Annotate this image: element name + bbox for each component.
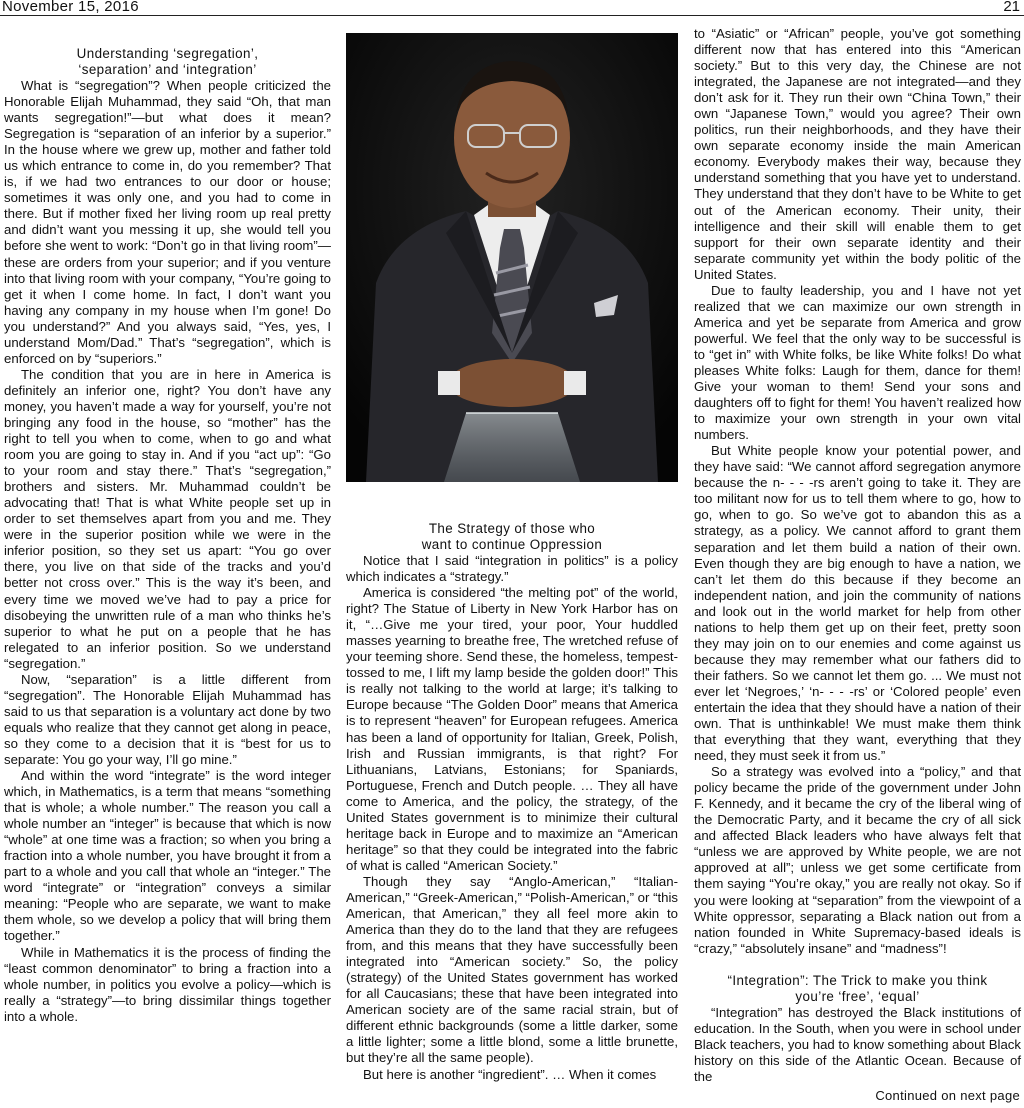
paragraph: While in Mathematics it is the process of finding the “least common denominator” to bring a fraction into a whole number, in politics you evolve a policy—which is really a “strategy”—to bring dissimilar things together into a whole.	[4, 944, 331, 1024]
section-heading-understanding: Understanding ‘segregation’, ‘separation’ and ‘integration’	[76, 46, 259, 77]
paragraph: “Integration” has destroyed the Black institutions of education. In the South, when you were in school under Black teachers, you had to know something about Black history on this side of the Atlantic Ocean. Because of the	[694, 1004, 1021, 1084]
speaker-portrait-illustration	[346, 33, 678, 482]
paragraph: to “Asiatic” or “African” people, you’ve got something different now that has entered into this “American society.” But to this very day, the Chinese are not integrated, the Japanese are not integrated—and they don’t ask for it. They run their own “China Town,” their own “Japanese Town,” would you agree? Their own politics, run their neighborhoods, and they have their own separate economy inside the main American economy. Everybody makes their way, because they understand something that you have yet to understand. They understand that they don’t have to be White to get out of the American economy. Their unity, their intelligence and their skill will enable them to get support for their own separate identity and their separate community yet within the body politic of the United States.	[694, 26, 1021, 282]
paragraph: What is “segregation”? When people criticized the Honorable Elijah Muhammad, they said “Oh, that man wants segregation!”—but what does it mean? Segregation is “separation of an inferior by a superior.” In the house where we grew up, mother and father told us which entrance to come in, do you remember? That is, if we had two entrances to our door or house; sometimes it was only one, and you had to come in there. But if mother fixed her living room up real pretty and didn’t want you messing it up, she would tell you before she went to work: “Don’t go in that living room”—these are orders from your superior; and if you venture into that living room with your company, “You’re going to get it when I come home. In fact, I don’t want you having any company in my house when I’m gone! Do you understand?” And you always said, “Yes, yes, I understand Mom/Dad.” That’s “segregation”, which is enforced on by “superiors.”	[4, 78, 331, 366]
continued-notice: Continued on next page	[875, 1088, 1020, 1103]
column-1	[4, 46, 331, 1025]
issue-date: November 15, 2016	[2, 0, 139, 15]
paragraph: America is considered “the melting pot” of the world, right? The Statue of Liberty in New York Harbor has on it, “…Give me your tired, your poor, Your huddled masses yearning to breathe free, The wretched refuse of your teeming shore. Send these, the homeless, tempest-tossed to me, I lift my lamp beside the golden door!” This is really not talking to the world at large; it’s talking to Europe because “The Golden Door” means that America is to represent “heaven” for European refugees. America has been a land of opportunity for Italian, Greek, Polish, Irish and Russian immigrants, is that right? For Lithuanians, Latvians, Estonians; for Spaniards, Portuguese, French and Dutch people. … They all have come to America, and the policy, the strategy, of the United States government is to minimize their cultural heritage back in Europe and to maximize an “American heritage” so that they could be integrated into the fabric of what is called “American Society.”	[346, 585, 678, 873]
section-heading-strategy: The Strategy of those who want to continue Oppression	[421, 521, 603, 552]
paragraph: The condition that you are in here in America is definitely an inferior one, right? You don’t have any money, you haven’t made a way for yourself, you’re not bringing any food in the house, so “mother” has the right to tell you when to come, when to go and what room you are going to stay in. And if you “act up”: “Go to your room and stay there.” That’s “segregation,” brothers and sisters. Mr. Muhammad couldn’t be advocating that! That is what White people set up in order to set themselves apart from you and me. They were in the superior position while we were in the inferior position, so they set us apart: “You go over there, you live on that side of the tracks and you’d better not cross over.” This is the way it’s been, and every time we moved we’ve had to pay a price for disobeying the unwritten rule of a man who thinks he’s superior to what he put on a people that he has relegated to an inferior position. So we understand “segregation.”	[4, 366, 331, 671]
paragraph: Now, “separation” is a little different from “segregation”. The Honorable Elijah Muhammad has said to us that separation is a voluntary act done by two equals who realize that they cannot get along in peace, so they come to a decision that it is “best for us to separate: You go your way, I’ll go mine.”	[4, 671, 331, 767]
section-heading-integration-trick: “Integration”: The Trick to make you think you’re ‘free’, ‘equal’	[727, 972, 988, 1004]
page-header	[0, 0, 1024, 16]
paragraph: And within the word “integrate” is the word integer which, in Mathematics, is a term that means “something that is whole; a whole number.” The reason you call a whole number an “integer” is because that which is now “whole” at one time was a fraction; so when you bring a fraction into a whole number, you have brought it from a part to a whole and you call that whole an “integer.” The word “integrate” or “integration” conveys a similar meaning: “People who are separate, we want to make them whole, so we develop a policy that will bring them together.”	[4, 768, 331, 944]
page-number: 21	[1003, 0, 1020, 15]
paragraph: But here is another “ingredient”. … When it comes	[363, 1066, 657, 1082]
paragraph: So a strategy was evolved into a “policy,” and that policy became the pride of the government under John F. Kennedy, and it became the cry of the liberal wing of the Democratic Party, and it became the cry of all sick and affected Black leaders who have always felt that “unless we are approved by White people, we are not approved at all”; unless we get some certificate from them saying “You’re okay,” you are really not okay. So if you were looking at “separation” from the viewpoint of a White oppressor, separating a Black nation out from a nation founded in White Supremacy-based ideals is “crazy,” “absolutely insane” and “madness”!	[694, 764, 1021, 956]
speaker-photo	[346, 33, 678, 482]
paragraph: Notice that I said “integration in politics” is a policy which indicates a “strategy.”	[346, 553, 678, 585]
column-2	[346, 521, 678, 1083]
paragraph: Due to faulty leadership, you and I have not yet realized that we can maximize our own strength in America and yet be separate from America and grow powerful. We feel that the only way to be successful is to “get in” with White folks, be like White folks! Do what pleases White folks: Laugh for them, dance for them! Give your woman to them! Send your sons and daughters off to fight for them! You haven’t realized how to maximize your own strength in your own vital numbers.	[694, 282, 1021, 443]
paragraph: But White people know your potential power, and they have said: “We cannot afford segregation anymore because the n- - - -rs aren’t going to take it. They are too militant now for us to tell them where to go, how to go, when to go. So we’ve got to abandon this as a strategy, as a policy. We cannot afford to grant them separation and let them build a nation of their own. Even though they are big enough to have a nation, we can’t let them do this because if they become an independent nation, and join the community of nations and look out in the world market for help from other nations to help them get up on their feet, pretty soon they may join on to our enemies and come against us because they may remember what our fathers did to their fathers. So we cannot let them go. ... We must not ever let ‘Negroes,’ ‘n- - - -rs’ or ‘Colored people’ even entertain the idea that they should have a nation of their own. That is unthinkable! We must make them think that everything that they want, everything that they need, they must seek it from us.”	[694, 443, 1021, 764]
column-3	[694, 26, 1021, 1085]
paragraph: Though they say “Anglo-American,” “Italian-American,” “Greek-American,” “Polish-American,” or “this American, that American,” they all feel more akin to America than they do to the land that they are refugees from, and this means that they have successfully been integrated into “American society.” So, the policy (strategy) of the United States government has worked for all Caucasians; these that have been integrated into American society are of the same racial strain, but of different ethnic backgrounds (some a little darker, some a little lighter; some a little blond, some a little brunette, but they’re all the same people).	[346, 873, 678, 1066]
